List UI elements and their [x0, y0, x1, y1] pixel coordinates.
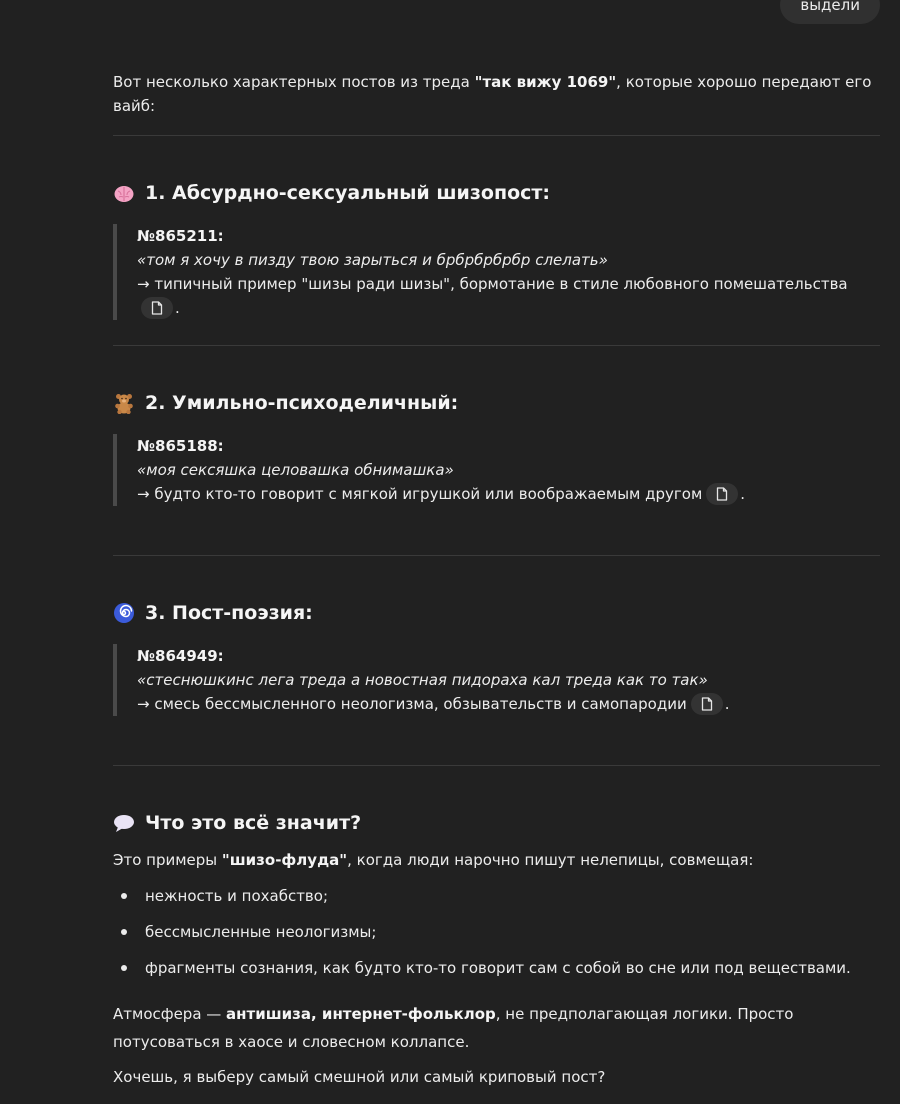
- bullet-dot: [121, 965, 127, 971]
- list-item: нежность и похабство;: [113, 878, 880, 914]
- document-icon: [716, 487, 728, 501]
- comment-end: .: [175, 299, 180, 317]
- section-heading-1: [113, 179, 880, 207]
- post-quote-3: [113, 644, 877, 716]
- divider: [113, 555, 880, 556]
- section-title: 1. Абсурдно-сексуальный шизопост:: [145, 182, 551, 204]
- post-comment-line: [137, 272, 877, 320]
- post-quote-1: [113, 224, 877, 320]
- post-number: №865211:: [137, 227, 224, 245]
- summary-lead: Это примеры "шизо-флуда", когда люди нарочно пишут нелепицы, совмещая:: [113, 851, 754, 869]
- user-message-bubble: выдели: [780, 0, 880, 24]
- summary-heading: [113, 809, 880, 837]
- atmosphere-paragraph: Атмосфера — антишиза, интернет-фольклор, не предполагающая логики. Просто потусоваться в хаосе и словесном коллапсе.: [113, 1005, 794, 1051]
- follow-up-question: Хочешь, я выберу самый смешной или самый криповый пост?: [113, 1068, 606, 1086]
- post-comment-line: [137, 692, 877, 716]
- list-item: фрагменты сознания, как будто кто-то говорит сам с собой во сне или под веществами.: [113, 950, 880, 986]
- brain-icon: [113, 182, 135, 204]
- section-title: 2. Умильно-психоделичный:: [145, 392, 459, 414]
- emphasis: "шизо-флуда": [221, 851, 348, 869]
- intro-suffix: , которые хорошо передают его вайб:: [113, 73, 872, 115]
- comment-end: .: [724, 695, 730, 713]
- teddy-bear-icon: [113, 392, 135, 414]
- bullet-dot: [121, 929, 127, 935]
- source-citation-button[interactable]: [691, 693, 723, 715]
- section-title: 3. Пост-поэзия:: [145, 602, 313, 624]
- intro-prefix: Вот несколько характерных постов из треда: [113, 73, 475, 91]
- list-item: бессмысленные неологизмы;: [113, 914, 880, 950]
- post-text: «стеснюшкинс лега треда а новостная пидораха кал треда как то так»: [137, 671, 708, 689]
- post-comment: → типичный пример "шизы ради шизы", бормотание в стиле любовного помешательства: [137, 275, 848, 293]
- post-quote-2: [113, 434, 877, 506]
- intro-thread-name: "так вижу 1069": [474, 73, 617, 91]
- post-number: №865188:: [137, 437, 224, 455]
- post-text: «моя сексяшка целовашка обнимашка»: [137, 461, 454, 479]
- intro-paragraph: [113, 70, 880, 118]
- divider: [113, 765, 880, 766]
- cyclone-icon: [113, 602, 135, 624]
- divider: [113, 135, 880, 136]
- section-heading-3: [113, 599, 880, 627]
- source-citation-button[interactable]: [706, 483, 738, 505]
- comment-end: .: [740, 485, 746, 503]
- summary-title: Что это всё значит?: [145, 812, 362, 834]
- emphasis: антишиза, интернет-фольклор: [226, 1005, 496, 1023]
- post-text: «том я хочу в пизду твою зарыться и брбрбрбрбр слелать»: [137, 251, 608, 269]
- source-citation-button[interactable]: [141, 297, 173, 319]
- document-icon: [151, 301, 163, 315]
- speech-bubble-icon: [113, 812, 135, 834]
- post-comment-line: [137, 482, 877, 506]
- post-comment: → смесь бессмысленного неологизма, обзывательств и самопародии: [137, 695, 687, 713]
- document-icon: [701, 697, 713, 711]
- bullet-list: [113, 878, 880, 986]
- post-number: №864949:: [137, 647, 224, 665]
- section-heading-2: [113, 389, 880, 417]
- bullet-dot: [121, 893, 127, 899]
- post-comment: → будто кто-то говорит с мягкой игрушкой или воображаемым другом: [137, 485, 703, 503]
- divider: [113, 345, 880, 346]
